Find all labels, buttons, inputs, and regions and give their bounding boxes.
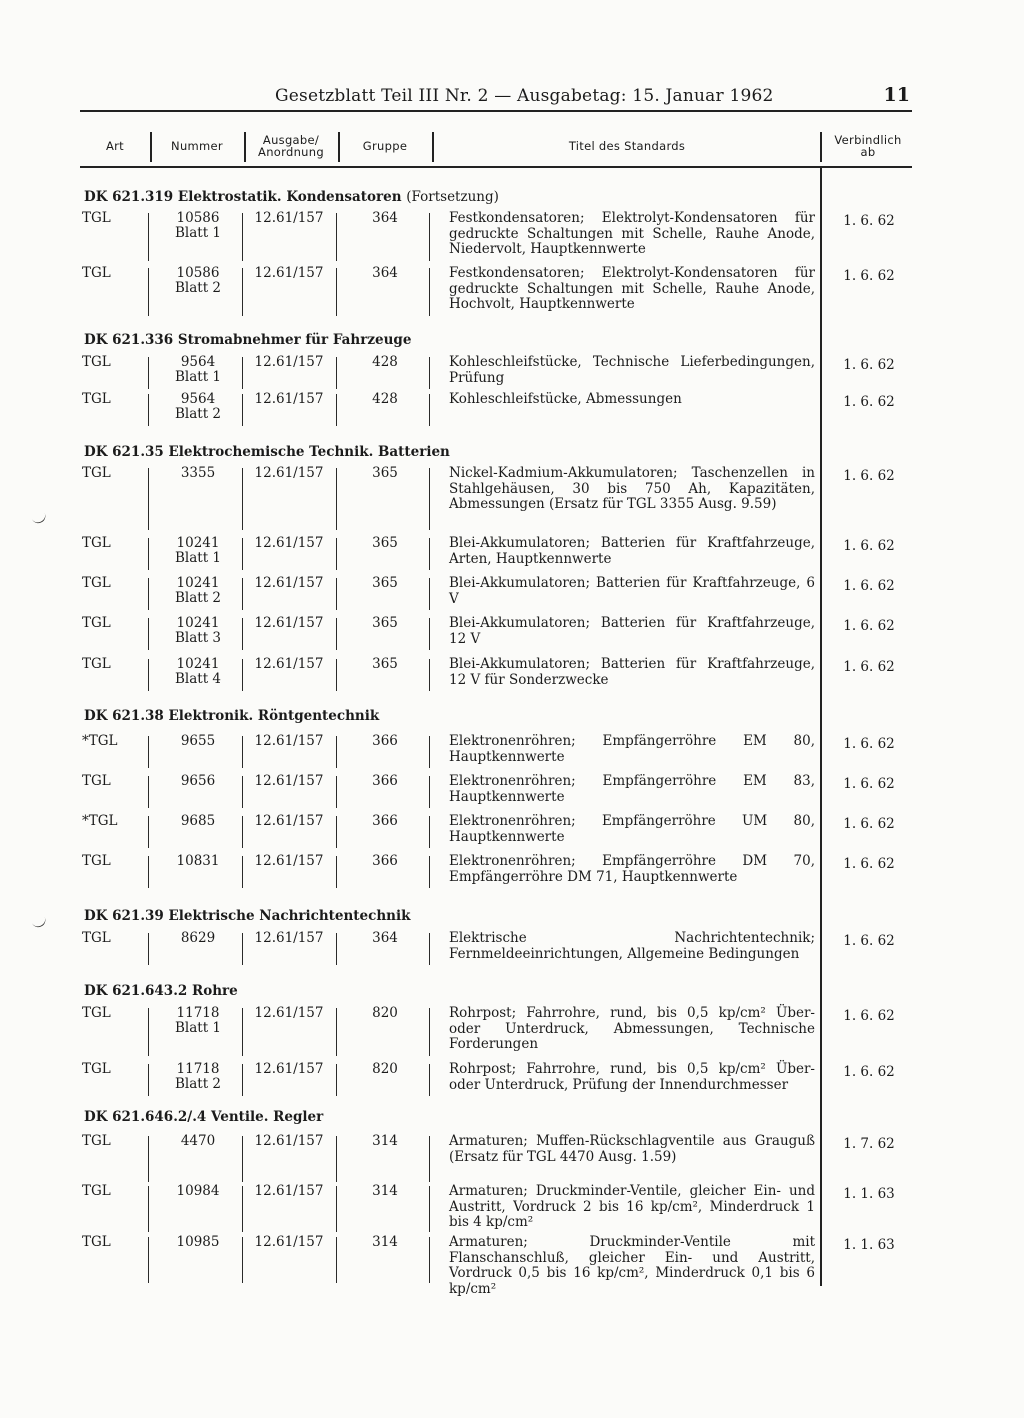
- cell-ausgabe: 12.61/157: [254, 575, 324, 591]
- cell-ausgabe: 12.61/157: [254, 773, 324, 789]
- cell-verbindlich: 1. 6. 62: [843, 394, 895, 410]
- row-divider: [429, 1064, 430, 1096]
- row-divider: [148, 736, 149, 768]
- row-divider: [429, 659, 430, 691]
- row-divider: [429, 394, 430, 426]
- cell-ausgabe: 12.61/157: [254, 853, 324, 869]
- cell-art: TGL: [82, 930, 111, 946]
- cell-titel: Blei-Akkumulatoren; Batterien für Kraftfahrzeuge, 6 V: [449, 575, 815, 607]
- row-divider: [242, 578, 243, 610]
- cell-nummer: 10984: [176, 1183, 220, 1199]
- cell-titel: Festkondensatoren; Elektrolyt-Kondensatoren für gedruckte Schaltungen mit Schelle, Rauhe Anode, Hochvolt, Hauptkennwerte: [449, 265, 815, 312]
- cell-verbindlich: 1. 6. 62: [843, 268, 895, 284]
- cell-nummer: 9685: [180, 813, 216, 829]
- cell-blatt: Blatt 2: [174, 406, 222, 422]
- cell-art: TGL: [82, 265, 111, 281]
- section-heading-text: DK 621.643.2 Rohre: [84, 983, 238, 999]
- cell-blatt: Blatt 1: [174, 1020, 222, 1036]
- row-divider: [242, 856, 243, 888]
- column-header-verbindlich-label-2: ab: [860, 145, 876, 159]
- cell-verbindlich: 1. 6. 62: [843, 538, 895, 554]
- row-divider: [429, 213, 430, 261]
- column-header-ausgabe-label-2: Anordnung: [258, 145, 324, 159]
- row-divider: [336, 1237, 337, 1283]
- row-divider: [148, 856, 149, 888]
- cell-gruppe: 820: [372, 1005, 398, 1021]
- row-divider: [148, 659, 149, 691]
- row-divider: [242, 776, 243, 808]
- row-divider: [242, 268, 243, 316]
- row-divider: [429, 578, 430, 610]
- cell-ausgabe: 12.61/157: [254, 1133, 324, 1149]
- cell-titel: Elektronenröhren; Empfängerröhre DM 70, Empfängerröhre DM 71, Hauptkennwerte: [449, 853, 815, 885]
- cell-art: TGL: [82, 575, 111, 591]
- cell-gruppe: 364: [372, 210, 398, 226]
- column-header-nummer-label: Nummer: [171, 139, 223, 153]
- row-divider: [148, 1008, 149, 1056]
- row-divider: [336, 1008, 337, 1056]
- cell-blatt: Blatt 1: [174, 225, 222, 241]
- section-heading: [84, 708, 379, 724]
- cell-titel: Kohleschleifstücke, Technische Lieferbedingungen, Prüfung: [449, 354, 815, 386]
- cell-verbindlich: 1. 1. 63: [843, 1237, 895, 1253]
- section-heading: [84, 983, 238, 999]
- row-divider: [336, 268, 337, 316]
- cell-titel: Blei-Akkumulatoren; Batterien für Kraftfahrzeuge, 12 V für Sonderzwecke: [449, 656, 815, 688]
- section-heading-text: DK 621.38 Elektronik. Röntgentechnik: [84, 708, 380, 724]
- verbindlich-column-rule: [820, 168, 822, 1286]
- row-divider: [429, 776, 430, 808]
- cell-nummer: 11718: [176, 1005, 220, 1021]
- cell-titel: Armaturen; Druckminder-Ventile mit Flanschanschluß, gleicher Ein- und Austritt, Vordruck 0,5 bis 16 kp/cm², Minderdruck 0,1 bis 6 kp/cm²: [449, 1234, 815, 1297]
- row-divider: [242, 1136, 243, 1182]
- row-divider: [429, 618, 430, 650]
- cell-gruppe: 365: [372, 656, 398, 672]
- cell-art: TGL: [82, 656, 111, 672]
- section-heading-text: DK 621.319 Elektrostatik. Kondensatoren: [84, 189, 402, 205]
- cell-gruppe: 366: [372, 733, 398, 749]
- row-divider: [336, 618, 337, 650]
- row-divider: [429, 268, 430, 316]
- cell-verbindlich: 1. 6. 62: [843, 659, 895, 675]
- row-divider: [148, 816, 149, 848]
- cell-nummer: 9564: [180, 354, 216, 370]
- row-divider: [148, 1136, 149, 1182]
- row-divider: [336, 816, 337, 848]
- cell-titel: Elektronenröhren; Empfängerröhre EM 83, Hauptkennwerte: [449, 773, 815, 805]
- cell-ausgabe: 12.61/157: [254, 354, 324, 370]
- cell-blatt: Blatt 1: [174, 369, 222, 385]
- row-divider: [429, 357, 430, 389]
- cell-titel: Blei-Akkumulatoren; Batterien für Kraftfahrzeuge, 12 V: [449, 615, 815, 647]
- column-header-ausgabe-label-1: Ausgabe/: [262, 133, 320, 147]
- cell-nummer: 4470: [180, 1133, 216, 1149]
- cell-titel: Elektronenröhren; Empfängerröhre EM 80, Hauptkennwerte: [449, 733, 815, 765]
- cell-gruppe: 366: [372, 773, 398, 789]
- cell-nummer: 11718: [176, 1061, 220, 1077]
- cell-nummer: 10586: [176, 265, 220, 281]
- cell-nummer: 10241: [176, 615, 220, 631]
- row-divider: [336, 933, 337, 965]
- column-header-gruppe-label: Gruppe: [362, 139, 408, 153]
- section-heading-text: DK 621.35 Elektrochemische Technik. Batterien: [84, 444, 450, 460]
- cell-art: TGL: [82, 1061, 111, 1077]
- cell-titel: Rohrpost; Fahrrohre, rund, bis 0,5 kp/cm² Über- oder Unterdruck, Abmessungen, Technische Forderungen: [449, 1005, 815, 1052]
- section-heading-text: DK 621.39 Elektrische Nachrichtentechnik: [84, 908, 411, 924]
- column-header-ausgabe: [246, 128, 336, 164]
- cell-art: TGL: [82, 1183, 111, 1199]
- cell-nummer: 8629: [180, 930, 216, 946]
- cell-blatt: Blatt 1: [174, 550, 222, 566]
- cell-verbindlich: 1. 6. 62: [843, 468, 895, 484]
- row-divider: [429, 1008, 430, 1056]
- column-header-nummer: [152, 128, 242, 164]
- cell-verbindlich: 1. 1. 63: [843, 1186, 895, 1202]
- cell-blatt: Blatt 3: [174, 630, 222, 646]
- column-header-titel-label: Titel des Standards: [568, 139, 686, 153]
- row-divider: [148, 1064, 149, 1096]
- cell-verbindlich: 1. 7. 62: [843, 1136, 895, 1152]
- cell-art: TGL: [82, 853, 111, 869]
- cell-art: TGL: [82, 465, 111, 481]
- cell-nummer: 9564: [180, 391, 216, 407]
- cell-art: TGL: [82, 1234, 111, 1250]
- cell-titel: Rohrpost; Fahrrohre, rund, bis 0,5 kp/cm² Über- oder Unterdruck, Prüfung der Innendurchmesser: [449, 1061, 815, 1093]
- row-divider: [148, 357, 149, 389]
- cell-gruppe: 314: [372, 1133, 398, 1149]
- cell-nummer: 3355: [180, 465, 216, 481]
- cell-ausgabe: 12.61/157: [254, 1234, 324, 1250]
- row-divider: [242, 736, 243, 768]
- cell-blatt: Blatt 2: [174, 1076, 222, 1092]
- section-heading-suffix: (Fortsetzung): [406, 189, 499, 205]
- row-divider: [148, 468, 149, 530]
- row-divider: [336, 1136, 337, 1182]
- row-divider: [242, 357, 243, 389]
- section-heading: [84, 444, 450, 460]
- section-heading: [84, 332, 411, 348]
- row-divider: [429, 468, 430, 530]
- cell-ausgabe: 12.61/157: [254, 265, 324, 281]
- row-divider: [429, 1237, 430, 1283]
- cell-art: TGL: [82, 615, 111, 631]
- cell-nummer: 10241: [176, 656, 220, 672]
- cell-titel: Armaturen; Muffen-Rückschlagventile aus Grauguß (Ersatz für TGL 4470 Ausg. 1.59): [449, 1133, 815, 1165]
- row-divider: [148, 618, 149, 650]
- column-header-art: [80, 128, 150, 164]
- row-divider: [148, 1237, 149, 1283]
- cell-ausgabe: 12.61/157: [254, 391, 324, 407]
- cell-gruppe: 820: [372, 1061, 398, 1077]
- cell-ausgabe: 12.61/157: [254, 535, 324, 551]
- row-divider: [336, 468, 337, 530]
- cell-titel: Festkondensatoren; Elektrolyt-Kondensatoren für gedruckte Schaltungen mit Schelle, Rauhe Anode, Niedervolt, Hauptkennwerte: [449, 210, 815, 257]
- row-divider: [148, 776, 149, 808]
- row-divider: [242, 1186, 243, 1232]
- cell-nummer: 10985: [176, 1234, 220, 1250]
- cell-blatt: Blatt 4: [174, 671, 222, 687]
- cell-verbindlich: 1. 6. 62: [843, 618, 895, 634]
- cell-art: TGL: [82, 773, 111, 789]
- cell-gruppe: 366: [372, 853, 398, 869]
- row-divider: [336, 776, 337, 808]
- row-divider: [336, 736, 337, 768]
- cell-ausgabe: 12.61/157: [254, 733, 324, 749]
- cell-titel: Nickel-Kadmium-Akkumulatoren; Taschenzellen in Stahlgehäusen, 30 bis 750 Ah, Kapazitäten, Abmessungen (Ersatz für TGL 3355 Ausg. 9.59): [449, 465, 815, 512]
- cell-gruppe: 314: [372, 1183, 398, 1199]
- row-divider: [336, 578, 337, 610]
- cell-art: *TGL: [82, 813, 118, 829]
- row-divider: [148, 1186, 149, 1232]
- cell-titel: Armaturen; Druckminder-Ventile, gleicher Ein- und Austritt, Vordruck 2 bis 16 kp/cm², Minderdruck 1 bis 4 kp/cm²: [449, 1183, 815, 1230]
- column-header-verbindlich: [822, 128, 914, 164]
- cell-gruppe: 365: [372, 465, 398, 481]
- cell-nummer: 9655: [180, 733, 216, 749]
- cell-gruppe: 365: [372, 615, 398, 631]
- cell-verbindlich: 1. 6. 62: [843, 816, 895, 832]
- row-divider: [242, 1008, 243, 1056]
- cell-gruppe: 364: [372, 930, 398, 946]
- row-divider: [336, 357, 337, 389]
- row-divider: [242, 618, 243, 650]
- cell-art: TGL: [82, 391, 111, 407]
- cell-gruppe: 365: [372, 535, 398, 551]
- row-divider: [336, 213, 337, 261]
- row-divider: [242, 816, 243, 848]
- row-divider: [242, 1064, 243, 1096]
- cell-blatt: Blatt 2: [174, 590, 222, 606]
- row-divider: [336, 1064, 337, 1096]
- cell-gruppe: 428: [372, 391, 398, 407]
- cell-art: TGL: [82, 354, 111, 370]
- cell-ausgabe: 12.61/157: [254, 930, 324, 946]
- cell-ausgabe: 12.61/157: [254, 1183, 324, 1199]
- column-header-titel: [434, 128, 820, 164]
- section-heading: [84, 189, 499, 205]
- cell-gruppe: 314: [372, 1234, 398, 1250]
- row-divider: [242, 213, 243, 261]
- row-divider: [429, 933, 430, 965]
- cell-verbindlich: 1. 6. 62: [843, 578, 895, 594]
- column-header-art-label: Art: [105, 139, 124, 153]
- row-divider: [336, 1186, 337, 1232]
- cell-ausgabe: 12.61/157: [254, 656, 324, 672]
- row-divider: [429, 538, 430, 570]
- cell-blatt: Blatt 2: [174, 280, 222, 296]
- row-divider: [242, 468, 243, 530]
- row-divider: [242, 394, 243, 426]
- row-divider: [148, 933, 149, 965]
- row-divider: [242, 659, 243, 691]
- cell-ausgabe: 12.61/157: [254, 465, 324, 481]
- cell-titel: Elektronenröhren; Empfängerröhre UM 80, Hauptkennwerte: [449, 813, 815, 845]
- cell-verbindlich: 1. 6. 62: [843, 213, 895, 229]
- page-title: Gesetzblatt Teil III Nr. 2 — Ausgabetag: 15. Januar 1962: [275, 86, 774, 106]
- section-heading-text: DK 621.646.2/.4 Ventile. Regler: [84, 1109, 324, 1125]
- cell-titel: Blei-Akkumulatoren; Batterien für Kraftfahrzeuge, Arten, Hauptkennwerte: [449, 535, 815, 567]
- row-divider: [429, 816, 430, 848]
- cell-ausgabe: 12.61/157: [254, 210, 324, 226]
- cell-art: TGL: [82, 1005, 111, 1021]
- cell-nummer: 10241: [176, 575, 220, 591]
- row-divider: [429, 1136, 430, 1182]
- row-divider: [148, 213, 149, 261]
- cell-ausgabe: 12.61/157: [254, 615, 324, 631]
- cell-ausgabe: 12.61/157: [254, 813, 324, 829]
- cell-verbindlich: 1. 6. 62: [843, 933, 895, 949]
- row-divider: [148, 268, 149, 316]
- page-number: 11: [883, 84, 910, 106]
- cell-gruppe: 428: [372, 354, 398, 370]
- section-heading: [84, 908, 410, 924]
- row-divider: [336, 394, 337, 426]
- cell-nummer: 10241: [176, 535, 220, 551]
- header-rule: [80, 110, 912, 112]
- cell-nummer: 10586: [176, 210, 220, 226]
- row-divider: [148, 394, 149, 426]
- row-divider: [242, 933, 243, 965]
- row-divider: [242, 538, 243, 570]
- cell-gruppe: 364: [372, 265, 398, 281]
- margin-check-mark: [30, 510, 47, 526]
- row-divider: [148, 578, 149, 610]
- cell-ausgabe: 12.61/157: [254, 1061, 324, 1077]
- cell-nummer: 9656: [180, 773, 216, 789]
- row-divider: [148, 538, 149, 570]
- section-heading: [84, 1109, 323, 1125]
- cell-gruppe: 365: [372, 575, 398, 591]
- row-divider: [429, 856, 430, 888]
- row-divider: [242, 1237, 243, 1283]
- cell-titel: Kohleschleifstücke, Abmessungen: [449, 391, 682, 407]
- cell-art: TGL: [82, 1133, 111, 1149]
- cell-verbindlich: 1. 6. 62: [843, 357, 895, 373]
- row-divider: [429, 736, 430, 768]
- cell-art: TGL: [82, 535, 111, 551]
- cell-ausgabe: 12.61/157: [254, 1005, 324, 1021]
- cell-gruppe: 366: [372, 813, 398, 829]
- row-divider: [336, 538, 337, 570]
- column-header-rule: [80, 166, 912, 168]
- margin-check-mark: [30, 914, 47, 930]
- cell-verbindlich: 1. 6. 62: [843, 776, 895, 792]
- cell-titel: Elektrische Nachrichtentechnik; Fernmeldeeinrichtungen, Allgemeine Bedingungen: [449, 930, 815, 962]
- cell-art: *TGL: [82, 733, 118, 749]
- cell-verbindlich: 1. 6. 62: [843, 1064, 895, 1080]
- cell-nummer: 10831: [176, 853, 220, 869]
- row-divider: [336, 659, 337, 691]
- column-header-verbindlich-label-1: Verbindlich: [834, 133, 902, 147]
- row-divider: [336, 856, 337, 888]
- cell-verbindlich: 1. 6. 62: [843, 736, 895, 752]
- section-heading-text: DK 621.336 Stromabnehmer für Fahrzeuge: [84, 332, 412, 348]
- row-divider: [429, 1186, 430, 1232]
- cell-art: TGL: [82, 210, 111, 226]
- cell-verbindlich: 1. 6. 62: [843, 1008, 895, 1024]
- cell-verbindlich: 1. 6. 62: [843, 856, 895, 872]
- column-header-gruppe: [340, 128, 430, 164]
